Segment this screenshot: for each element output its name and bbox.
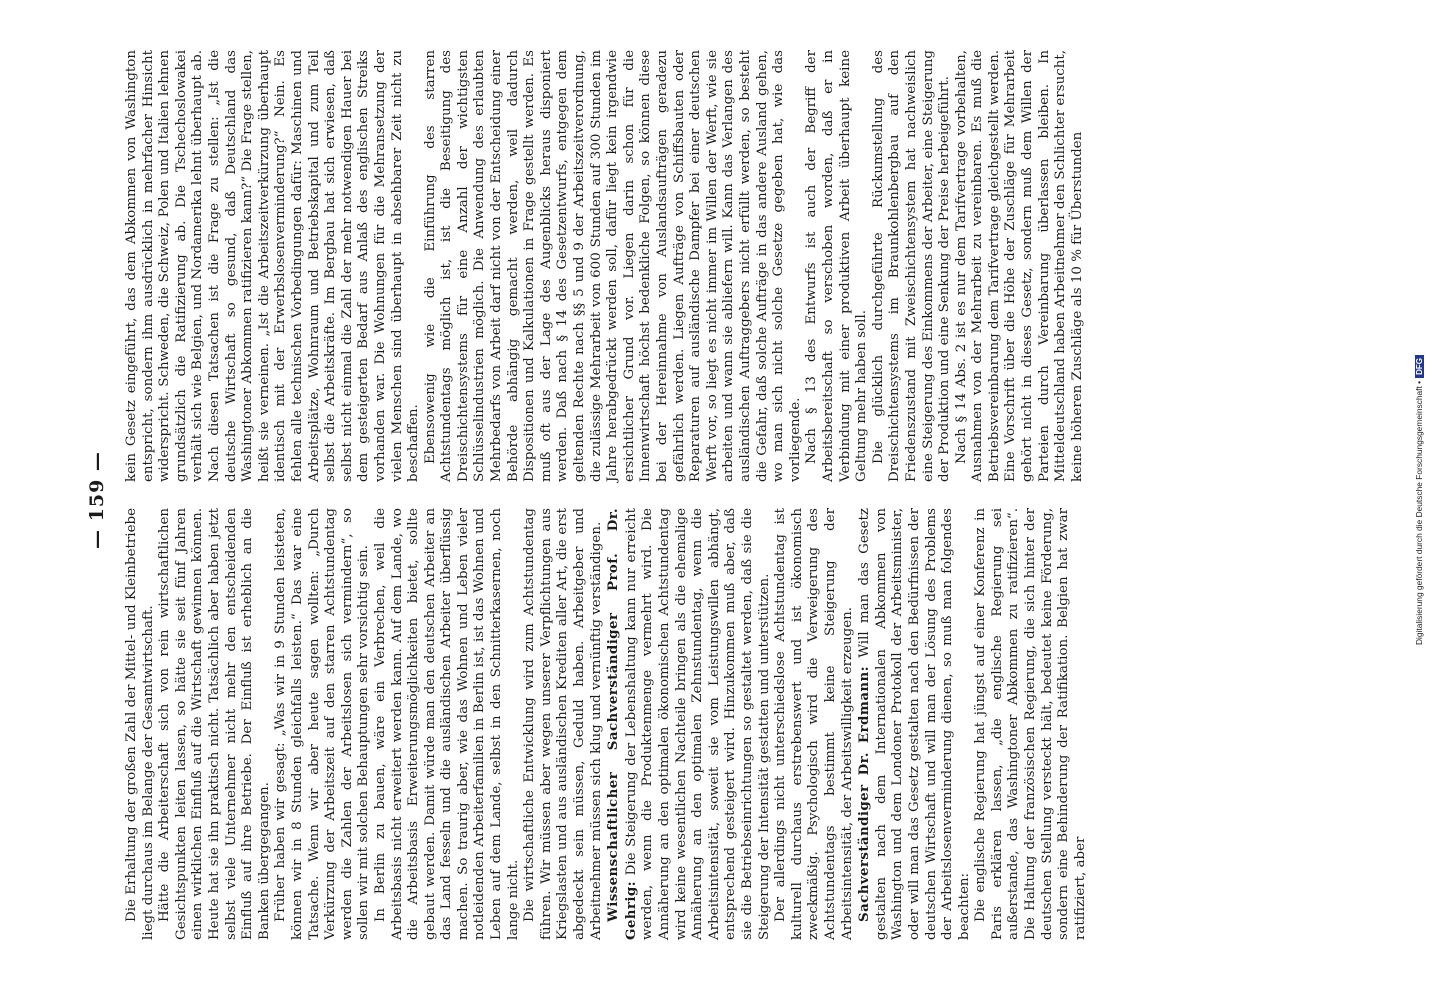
- paragraph-text: Die glücklich durchgeführte Rückumstellung des Dreischichtensystems im Braunkohlenbergbau auf den Friedenszustand mit Zweischichtensystem hat nachweislich eine Steigerung des Einkommens der Arbeiter, eine Steigerung der Produktion und eine Senkung der Preise herbeigeführt.: [870, 50, 953, 482]
- paragraph: [423, 50, 805, 482]
- credit-line: [1414, 355, 1424, 645]
- paragraph-text: Nach § 14 Abs. 2 ist es nur dem Tarifvertrage vorbehalten, Ausnahmen von der Mehrarbeit zu vereinbaren. Es muß die Betriebsvereinbarung dem Tarifvertrage gleichgestellt werden. Eine Vorschrift über die Höhe der Zuschläge für Mehrarbeit gehört nicht in dieses Gesetz, sondern muß dem Willen der Parteien durch Vereinbarung überlassen bleiben. In Mitteldeutschland haben Arbeitnehmer den Schlichter ersucht, keine höheren Zuschläge als 10 % für Überstunden: [953, 50, 1085, 482]
- paragraph: [871, 50, 954, 482]
- paragraph: [973, 508, 1089, 940]
- paragraph: [773, 508, 856, 940]
- paragraph-text: Die wirtschaftliche Entwicklung wird zum Achtstundentag führen. Wir müssen aber wegen unserer Verpflichtungen aus Kriegslasten und aus ausländischen Krediten aller Art, die erst abgedeckt sein müssen, Geduld haben. Arbeitgeber und Arbeitnehmer müssen sich klug und vernünftig verständigen.: [522, 508, 604, 940]
- paragraph-text: In Berlin zu bauen, wäre ein Verbrechen, weil die Arbeitsbasis nicht erweitert werden kann. Auf dem Lande, wo die Arbeitsbasis Erweiterungsmöglichkeiten bietet, sollte gebaut werden. Damit würde man den deutschen Arbeiter an das Land fesseln und die ausländischen Arbeiter überflüssig machen. So traurig aber, wie das Wohnen und Leben vieler notleidenden Arbeiterfamilien in Berlin ist, ist das Wohnen und Leben auf dem Lande, selbst in den Schnitterkasernen, noch lange nicht.: [372, 508, 521, 940]
- paragraph: [856, 508, 973, 940]
- digitization-credit: [1406, 0, 1432, 1000]
- paragraph-text: Früher haben wir gesagt: „Was wir in 9 Stunden leisteten, können wir in 8 Stunden gleichfalls leisten.“ Das war eine Tatsache. Wenn wir aber heute sagen wollten: „Durch Verkürzung der Arbeitszeit auf den starren Achtstundentag werden die Zahlen der Arbeitslosen sich vermindern“, so sollen wir mit solchen Behauptungen sehr vorsichtig sein.: [273, 508, 372, 940]
- paragraph-text: Die Steigerung der Lebenshaltung kann nur erreicht werden, wenn die Produktenmenge vermehrt wird. Die Annäherung an den optimalen ökonomischen Achtstundentag wird keine wesentlichen Nachteile bringen als die ehemalige Annäherung an den optimalen Zehnstundentag, wenn die Arbeitsintensität, soweit sie vom Leistungswillen abhängt, entsprechend gesteigert wird. Hinzukommen muß aber, daß sie die Betriebseinrichtungen so gestaltet werden, daß sie die Steigerung der Intensität gestatten und unterstützen.: [623, 508, 772, 940]
- dfg-logo: DFG: [1415, 355, 1424, 378]
- paragraph: [954, 50, 1087, 482]
- paragraph: [124, 508, 157, 940]
- paragraph: [605, 508, 773, 940]
- paragraph-text: Ebensowenig wie die Einführung des starren Achtstundentags möglich ist, ist die Beseitigung des Dreischichtensystems für eine Anzahl der wichtigsten Schlüsselindustrien möglich. Die Anwendung des erlaubten Mehrbedarfs von Arbeit darf nicht von der Entscheidung einer Behörde abhängig gemacht werden, weil dadurch Dispositionen und Kalkulationen in Frage gestellt werden. Es muß oft aus der Lage des Augenblicks heraus disponiert werden. Daß nach § 14 des Gesetzentwurfs, entgegen dem geltenden Rechte nach §§ 5 und 9 der Arbeitszeitverordnung, die zulässige Mehrarbeit von 600 Stunden auf 300 Stunden im Jahre herabgedrückt werden soll, dafür liegt kein irgendwie ersichtlicher Grund vor. Liegen darin schon für die Innenwirtschaft höchst bedenkliche Folgen, so können diese bei der Hereinnahme von Auslandsaufträgen geradezu gefährlich werden. Liegen Aufträge von Schiffsbauten oder Reparaturen auf ausländische Dampfer bei einer deutschen Werft vor, so liegt es nicht immer im Willen der Werft, wie sie arbeiten und wann sie abliefern will. Kann das Verlangen des ausländischen Auftraggebers nicht erfüllt werden, so besteht die Gefahr, daß solche Aufträge in das andere Ausland gehen, wo man sich nicht solche Gesetze gegeben hat, wie das vorliegende.: [422, 50, 803, 482]
- paragraph-text: kein Gesetz eingeführt, das dem Abkommen von Washington entspricht, sondern ihm ausdrücklich in mehrfacher Hinsicht widerspricht. Schweden, die Schweiz, Polen und Italien lehnen grundsätzlich die Ratifizierung ab. Die Tschechoslowakei verhält sich wie Belgien, und Nordamerika lehnt überhaupt ab. Nach diesen Tatsachen ist die Frage zu stellen: „Ist die deutsche Wirtschaft so gesund, daß Deutschland das Washingtoner Abkommen ratifizieren kann?“ Die Frage stellen, heißt sie verneinen. „Ist die Arbeitszeitverkürzung überhaupt identisch mit der Erwerbslosenverminderung?“ Nein. Es fehlen alle technischen Vorbedingungen dafür: Maschinen und Arbeitsplätze, Wohnraum und Betriebskapital und zum Teil selbst die Arbeitskräfte. Im Bergbau hat sich erwiesen, daß selbst nicht einmal die Zahl der mehr notwendigen Hauer bei dem gesteigerten Bedarf aus Anlaß des englischen Streiks vorhanden war. Die Wohnungen für die Mehransetzung der vielen Menschen sind überhaupt in absehbarer Zeit nicht zu beschaffen.: [124, 50, 422, 482]
- paragraph: [124, 50, 423, 482]
- speaker-name: Wissenschaftlicher Sachverständiger Prof. Dr. Gehrig:: [605, 508, 639, 940]
- paragraph-text: Der allerdings nicht unterschiedslose Achtstundentag ist kulturell durchaus erstrebenswert und ist ökonomisch zweckmäßig. Psychologisch wird die Verweigerung des Achtstundentags bestimmt keine Steigerung der Arbeitsintensität, der Arbeitswilligkeit erzeugen.: [773, 508, 855, 940]
- right-column: [124, 50, 1086, 482]
- paragraph: [157, 508, 273, 940]
- paragraph-text: Nach § 13 des Entwurfs ist auch der Begriff der Arbeitsbereitschaft so verschoben worden, daß er in Verbindung mit einer produktiven Arbeit überhaupt keine Geltung mehr haben soll.: [804, 50, 870, 482]
- paragraph-text: Will man das Gesetz gestalten nach dem Internationalen Abkommen von Washington und dem Londoner Protokoll der Arbeitsminister, oder will man das Gesetz gestalten nach den Bedürfnissen der deutschen Wirtschaft und will man der Lösung des Problems der Arbeitslosenverminderung dienen, so muß man folgendes beachten:: [857, 508, 972, 940]
- paragraph: [373, 508, 522, 940]
- speaker-name: Sachverständiger Dr. Erdmann:: [856, 665, 873, 922]
- paragraph-text: Hätte die Arbeiterschaft sich von rein wirtschaftlichen Gesichtspunkten leiten lassen, so hätte sie seit fünf Jahren einen wirklichen Einfluß auf die Wirtschaft gewinnen können. Heute hat sie ihn praktisch nicht. Tatsächlich aber haben jetzt selbst viele Unternehmer nicht mehr den entscheidenden Einfluß auf ihre Betriebe. Der Einfluß ist erheblich an die Banken übergegangen.: [157, 508, 272, 940]
- page-number-header: — 159 —: [86, 451, 108, 549]
- paragraph: [804, 50, 870, 482]
- left-column: [124, 508, 1089, 940]
- paragraph: [273, 508, 373, 940]
- paragraph-text: Die englische Regierung hat jüngst auf einer Konferenz in Paris erklären lassen, „die englische Regierung sei außerstande, das Washingtoner Abkommen zu ratifizieren“. Die Haltung der französischen Regierung, die sich hinter der deutschen Stellung versteckt hält, bedeutet keine Förderung, sondern eine Behinderung der Ratifikation. Belgien hat zwar ratifiziert, aber: [973, 508, 1088, 940]
- credit-text: Digitalisierung gefördert durch die Deutsche Forschungsgemeinschaft •: [1414, 380, 1424, 645]
- paragraph: [522, 508, 605, 940]
- paragraph-text: Die Erhaltung der großen Zahl der Mittel- und Kleinbetriebe liegt durchaus im Belange der Gesamtwirtschaft.: [124, 508, 156, 940]
